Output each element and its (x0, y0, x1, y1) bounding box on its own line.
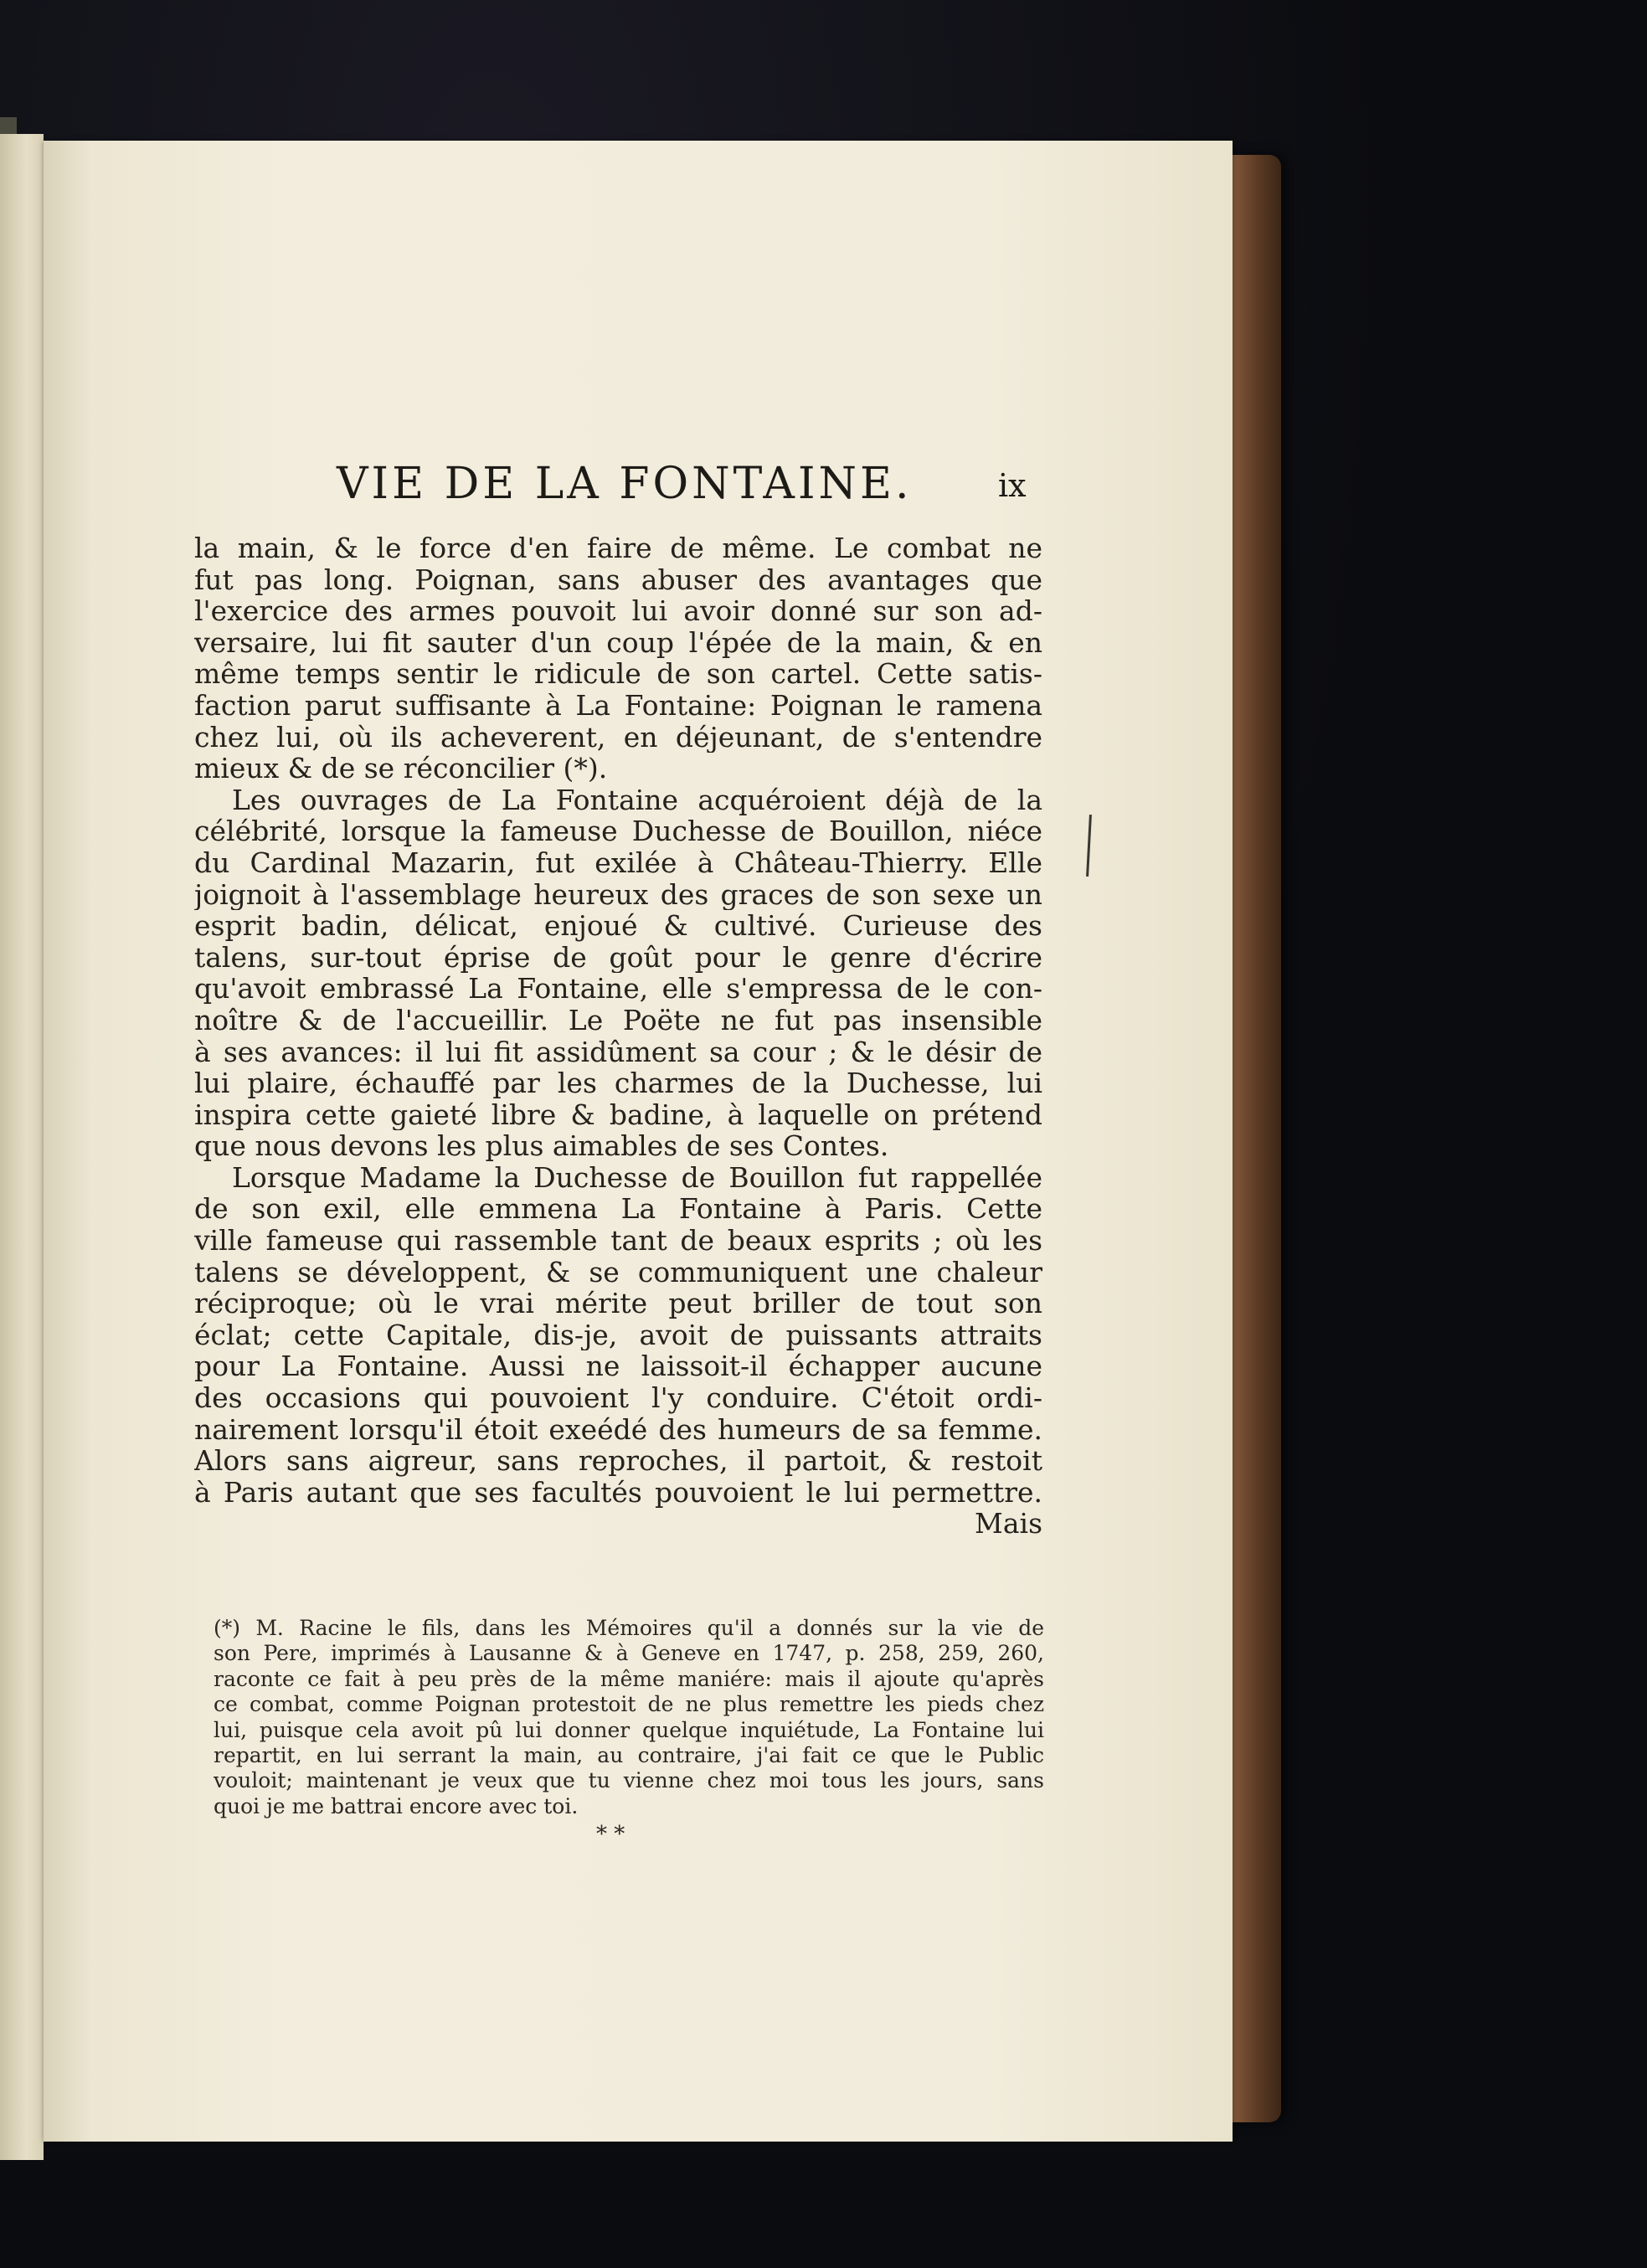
footnote-line: raconte ce fait à peu près de la même maniére: mais il ajoute qu'après (214, 1666, 1044, 1691)
main-text (194, 532, 1042, 1540)
text-line: inspira cette gaieté libre & badine, à laquelle on prétend (194, 1098, 1042, 1131)
footnote-block (214, 1616, 1044, 1819)
text-line: à Paris autant que ses facultés pouvoient le lui permettre. (194, 1476, 1042, 1509)
text-line: célébrité, lorsque la fameuse Duchesse de Bouillon, niéce (194, 815, 1042, 847)
page-number: ix (998, 467, 1027, 504)
running-header (337, 459, 1048, 517)
footnote-line: son Pere, imprimés à Lausanne & à Geneve en 1747, p. 258, 259, 260, (214, 1641, 1044, 1666)
text-line: du Cardinal Mazarin, fut exilée à Château-Thierry. Elle (194, 846, 1042, 879)
signature-mark: * * (596, 1822, 625, 1847)
catchword: Mais (975, 1508, 1042, 1540)
text-line: chez lui, où ils acheverent, en déjeunant, de s'entendre (194, 721, 1042, 753)
text-line: versaire, lui fit sauter d'un coup l'épée de la main, & en (194, 626, 1042, 659)
text-line: de son exil, elle emmena La Fontaine à Paris. Cette (194, 1193, 1042, 1226)
footnote-line: ce combat, comme Poignan protestoit de ne plus remettre les pieds chez (214, 1692, 1044, 1717)
text-line: Alors sans aigreur, sans reproches, il partoit, & restoit (194, 1445, 1042, 1477)
text-line: qu'avoit embrassé La Fontaine, elle s'empressa de le con- (194, 973, 1042, 1005)
margin-pencil-mark (1086, 815, 1092, 877)
text-line: Les ouvrages de La Fontaine acquéroient déjà de la (232, 784, 1042, 816)
facing-page-edge (0, 134, 44, 2160)
text-line: des occasions qui pouvoient l'y conduire. C'étoit ordi- (194, 1382, 1042, 1414)
text-line: fut pas long. Poignan, sans abuser des avantages que (194, 563, 1042, 596)
text-line: Lorsque Madame la Duchesse de Bouillon fut rappellée (232, 1161, 1042, 1194)
text-line: lui plaire, échauffé par les charmes de la Duchesse, lui (194, 1067, 1042, 1099)
footnote-line: (*) M. Racine le fils, dans les Mémoires qu'il a donnés sur la vie de (214, 1616, 1044, 1640)
text-line: même temps sentir le ridicule de son cartel. Cette satis- (194, 658, 1042, 690)
text-line: la main, & le force d'en faire de même. Le combat ne (194, 532, 1042, 564)
text-line: talens, sur-tout éprise de goût pour le genre d'écrire (194, 941, 1042, 974)
footnote-line: repartit, en lui serrant la main, au contraire, j'ai fait ce que le Public (214, 1742, 1044, 1767)
text-line: ville fameuse qui rassemble tant de beaux esprits ; où les (194, 1225, 1042, 1257)
text-line: faction parut suffisante à La Fontaine: Poignan le ramena (194, 689, 1042, 722)
text-line: que nous devons les plus aimables de ses Contes. (194, 1130, 889, 1162)
text-line: joignoit à l'assemblage heureux des graces de son sexe un (194, 878, 1042, 911)
text-line: pour La Fontaine. Aussi ne laissoit-il échapper aucune (194, 1350, 1042, 1383)
text-line: nairement lorsqu'il étoit exeédé des humeurs de sa femme. (194, 1413, 1042, 1446)
text-line: à ses avances: il lui fit assidûment sa cour ; & le désir de (194, 1036, 1042, 1068)
text-line: réciproque; où le vrai mérite peut briller de tout son (194, 1288, 1042, 1319)
footnote-line: lui, puisque cela avoit pû lui donner quelque inquiétude, La Fontaine lui (214, 1717, 1044, 1742)
text-line: éclat; cette Capitale, dis-je, avoit de puissants attraits (194, 1319, 1042, 1351)
book-page (44, 141, 1233, 2142)
footnote-line: vouloit; maintenant je veux que tu vienne chez moi tous les jours, sans (214, 1768, 1044, 1793)
text-line: esprit badin, délicat, enjoué & cultivé. Curieuse des (194, 910, 1042, 942)
text-line: l'exercice des armes pouvoit lui avoir donné sur son ad- (194, 595, 1042, 627)
footnote-line: quoi je me battrai encore avec toi. (214, 1793, 579, 1818)
text-line: noître & de l'accueillir. Le Poëte ne fut pas insensible (194, 1004, 1042, 1036)
running-title: VIE DE LA FONTAINE. (337, 459, 913, 509)
text-line: talens se développent, & se communiquent une chaleur (194, 1256, 1042, 1288)
text-line: mieux & de se réconcilier (*). (194, 753, 608, 784)
